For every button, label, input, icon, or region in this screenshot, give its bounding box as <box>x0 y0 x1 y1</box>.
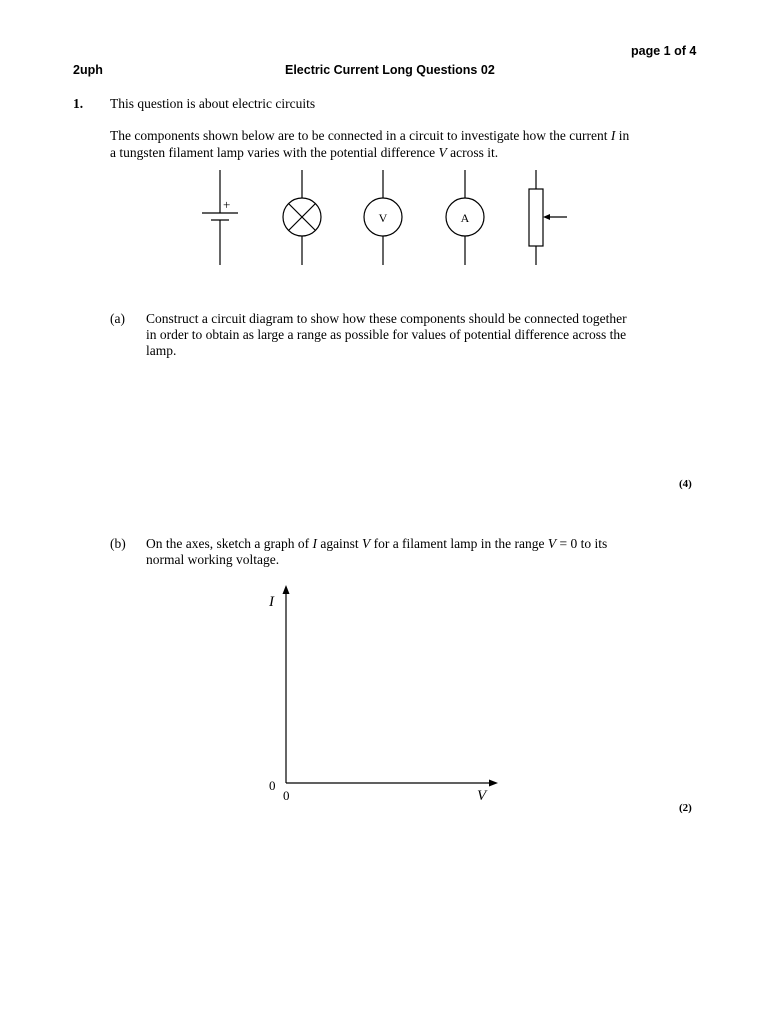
part-a-line3: lamp. <box>146 343 177 358</box>
ammeter-label: A <box>460 211 470 225</box>
part-a-label: (a) <box>110 311 125 326</box>
part-b-text: On the axes, sketch a graph of <box>146 536 313 551</box>
x-axis-label: V <box>477 788 487 804</box>
intro-text: The components shown below are to be connected in a circuit to investigate how the current <box>110 128 611 143</box>
voltage-variable: V <box>438 145 447 160</box>
question-intro-line1 <box>110 127 629 144</box>
components-diagram <box>190 165 570 270</box>
voltmeter-label: V <box>378 211 388 225</box>
y-axis-label: I <box>269 594 274 610</box>
cell-plus-sign: + <box>223 197 231 212</box>
part-b-marks: (2) <box>679 802 692 814</box>
graph-axes <box>255 580 515 805</box>
cell-symbol <box>202 170 238 265</box>
x-axis-arrowhead <box>489 780 498 787</box>
page-number: page 1 of 4 <box>631 44 697 58</box>
voltage-variable: V <box>361 536 371 551</box>
x-origin-label: 0 <box>283 788 290 803</box>
question-number: 1. <box>73 96 84 111</box>
part-a-line2: in order to obtain as large a range as possible for values of potential difference across the <box>146 327 627 342</box>
part-a-line1: Construct a circuit diagram to show how these components should be connected together <box>146 311 627 326</box>
y-axis-arrowhead <box>283 585 290 594</box>
y-origin-label: 0 <box>269 778 276 793</box>
part-b-label: (b) <box>110 536 126 551</box>
voltage-variable: V <box>547 536 557 551</box>
course-code: 2uph <box>73 63 103 77</box>
current-variable: I <box>610 128 616 143</box>
part-b-line1 <box>146 535 607 552</box>
intro-text: a tungsten filament lamp varies with the potential difference <box>110 145 439 160</box>
current-variable: I <box>312 536 317 551</box>
question-topic: This question is about electric circuits <box>110 96 316 111</box>
lamp-symbol <box>283 170 321 265</box>
part-b-line2: normal working voltage. <box>146 552 280 567</box>
page-title: Electric Current Long Questions 02 <box>285 63 495 77</box>
intro-text: in <box>615 128 630 143</box>
slider-arrowhead <box>543 214 550 220</box>
question-intro-line2 <box>110 144 498 161</box>
intro-text: across it. <box>446 145 499 160</box>
part-b-text: = 0 to its <box>556 536 608 551</box>
part-b-text: for a filament lamp in the range <box>370 536 548 551</box>
part-b-text: against <box>316 536 362 551</box>
part-a-marks: (4) <box>679 478 692 490</box>
